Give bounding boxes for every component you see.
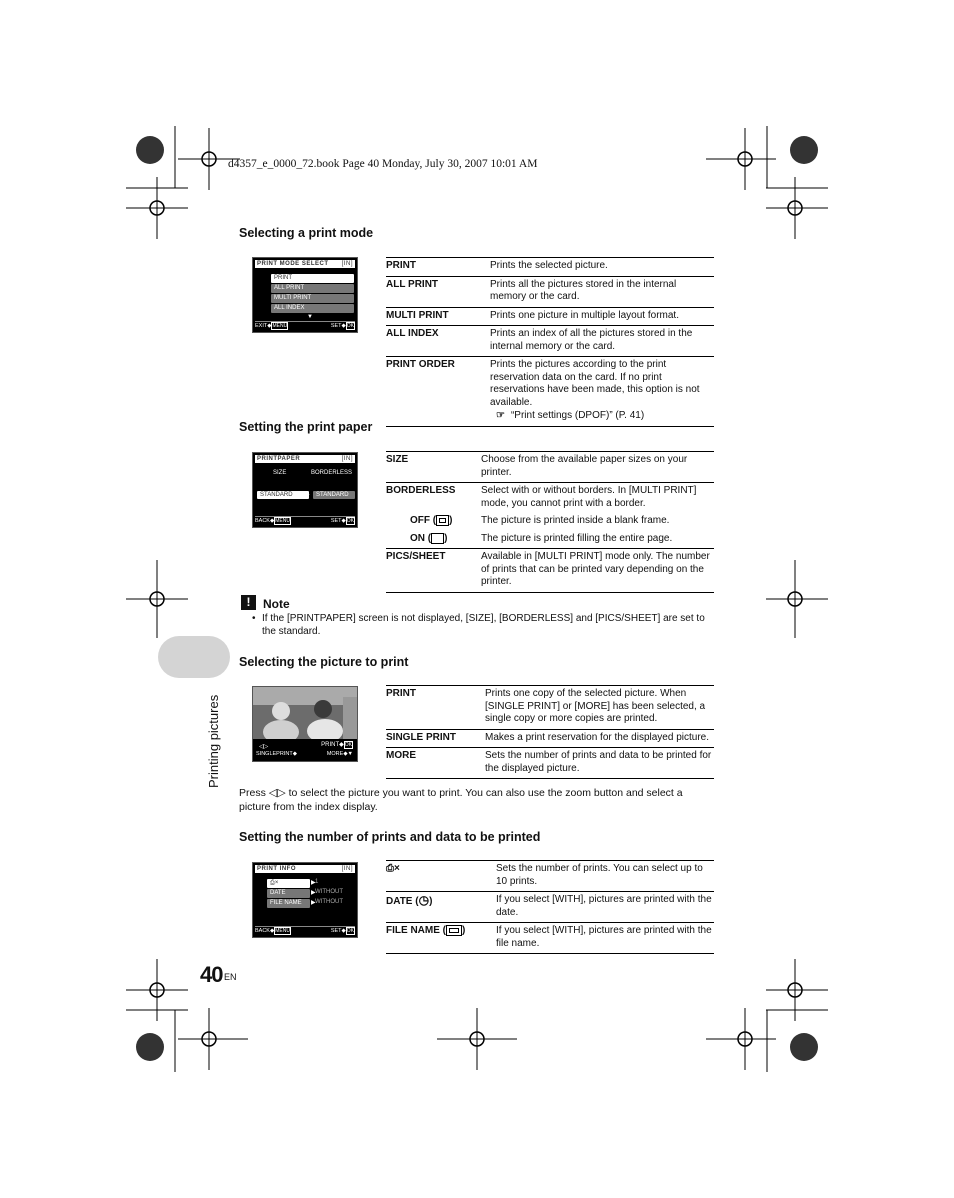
section-title-print-info: Setting the number of prints and data to be printed xyxy=(239,830,541,844)
arrow-right-icon: ▶ xyxy=(305,492,310,498)
photo-thumbnail xyxy=(253,687,357,739)
footer-back: BACK xyxy=(255,928,270,934)
footer-ok-btn: OK xyxy=(346,323,354,329)
date-value: WITHOUT xyxy=(315,889,343,895)
table-row: ALL PRINT Prints all the pictures stored in the internal memory or the card. xyxy=(386,276,714,307)
frame-icon xyxy=(436,515,449,526)
table-row: FILE NAME ( ) If you select [WITH], pictures are printed with the file name. xyxy=(386,923,714,954)
screen-badge: [IN] xyxy=(341,261,353,267)
file-name-value: WITHOUT xyxy=(315,899,343,905)
print-info-screen: PRINT INFO [IN] ⎙× ▶ 1 DATE ▶ WITHOUT FILE NAME ▶ WITHOUT BACK◆MENU SET◆OK xyxy=(252,862,358,938)
arrow-right-icon: ▶ xyxy=(311,890,316,896)
footer-set: SET xyxy=(330,518,342,524)
footer-ok-btn: OK xyxy=(344,742,352,748)
select-picture-paragraph: Press ◁▷ to select the picture you want to print. You can also use the zoom button and select a picture from the index display. xyxy=(239,787,683,813)
menu-item-multi-print[interactable]: MULTI PRINT xyxy=(271,294,354,303)
page-lang: EN xyxy=(224,972,237,982)
side-tab-label: Printing pictures xyxy=(206,694,221,788)
borderless-icon xyxy=(431,533,444,544)
arrow-right-icon: ▶ xyxy=(311,900,316,906)
page-number: 40 xyxy=(200,962,223,987)
table-row: SIZE Choose from the available paper sizes on your printer. xyxy=(386,452,714,483)
footer-ok-btn: OK xyxy=(346,518,354,524)
select-picture-table xyxy=(386,685,714,779)
table-row: BORDERLESS Select with or without borders. In [MULTI PRINT] mode, you cannot print with a border. xyxy=(386,483,714,514)
chevron-down-icon: ▼ xyxy=(347,751,353,757)
print-icon: ⎙ xyxy=(386,863,394,874)
footer-more: MORE xyxy=(326,751,344,757)
table-row: ALL INDEX Prints an index of all the pictures stored in the internal memory or the card. xyxy=(386,326,714,357)
section-title-print-paper: Setting the print paper xyxy=(239,420,373,434)
file-name-label[interactable]: FILE NAME xyxy=(267,899,310,908)
table-row: OFF ( ) The picture is printed inside a blank frame. xyxy=(410,515,670,527)
size-value[interactable]: STANDARD xyxy=(257,491,309,499)
table-row: ON ( ) The picture is printed filling the entire page. xyxy=(410,532,673,544)
note-icon: ! xyxy=(241,595,256,610)
table-row: DATE (◷) If you select [WITH], pictures are printed with the date. xyxy=(386,892,714,923)
borderless-label: BORDERLESS xyxy=(311,470,353,476)
select-picture-screen: ◁▷ PRINT◆OK SINGLEPRINT◆ MORE◆▼ xyxy=(252,686,358,762)
footer-menu-btn: MENU xyxy=(272,323,288,329)
print-icon: ⎙ xyxy=(270,880,275,886)
table-row: SINGLE PRINT Makes a print reservation for the displayed picture. xyxy=(386,729,714,748)
date-label[interactable]: DATE xyxy=(267,889,310,898)
table-row: MULTI PRINT Prints one picture in multiple layout format. xyxy=(386,307,714,326)
footer-set: SET xyxy=(330,323,342,329)
section-title-print-mode: Selecting a print mode xyxy=(239,226,374,240)
footer-single-print: SINGLEPRINT xyxy=(256,751,293,757)
side-tab xyxy=(158,636,230,678)
screen-title: PRINT INFO xyxy=(257,866,296,872)
print-count-value: 1 xyxy=(315,879,319,885)
table-row: PICS/SHEET Available in [MULTI PRINT] mode only. The number of prints that can be printed vary depending on the printer. xyxy=(386,549,714,593)
footer-print: PRINT xyxy=(321,742,340,748)
arrow-left-right-icon: ◁▷ xyxy=(259,744,269,750)
menu-item-print[interactable]: PRINT xyxy=(271,274,354,283)
section-title-select-picture: Selecting the picture to print xyxy=(239,655,409,669)
print-count-label[interactable]: ⎙× xyxy=(267,879,310,888)
borderless-value[interactable]: STANDARD xyxy=(313,491,355,499)
reference-link[interactable]: “Print settings (DPOF)” (P. 41) xyxy=(510,410,645,421)
screen-title: PRINTPAPER xyxy=(257,456,301,462)
screen-badge: [IN] xyxy=(341,456,353,462)
clock-icon: ◷ xyxy=(418,893,430,907)
arrow-pad-icon: ◁▷ xyxy=(268,787,286,799)
screen-badge: [IN] xyxy=(341,866,353,872)
screen-title: PRINT MODE SELECT xyxy=(257,261,329,267)
print-mode-screen: PRINT MODE SELECT [IN] PRINT ALL PRINT MULTI PRINT ALL INDEX ▼ EXIT◆MENU SET◆OK xyxy=(252,257,358,333)
table-row: MORE Sets the number of prints and data to be printed for the displayed picture. xyxy=(386,748,714,779)
file-header: d4357_e_0000_72.book Page 40 Monday, July 30, 2007 10:01 AM xyxy=(228,158,538,170)
table-row: PRINT ORDER Prints the pictures according to the print reservation data on the card. If no print reservations have been made, this option is not available. ☞ “Print settings (DPOF)” (P. 41) xyxy=(386,357,714,427)
note-title: Note xyxy=(263,597,290,611)
menu-item-all-index[interactable]: ALL INDEX xyxy=(271,304,354,313)
print-info-table xyxy=(386,860,714,954)
arrow-right-icon: ▶ xyxy=(311,880,316,886)
note-bullet: • If the [PRINTPAPER] screen is not displayed, [SIZE], [BORDERLESS] and [PICS/SHEET] are set to the standard. xyxy=(252,613,705,637)
footer-menu-btn: MENU xyxy=(275,928,290,934)
menu-item-all-print[interactable]: ALL PRINT xyxy=(271,284,354,293)
table-row: ⎙× Sets the number of prints. You can select up to 10 prints. xyxy=(386,861,714,892)
chevron-down-icon: ▼ xyxy=(307,314,313,320)
footer-exit: EXIT xyxy=(255,323,268,329)
footer-back: BACK xyxy=(255,518,270,524)
footer-set: SET xyxy=(330,928,342,934)
footer-menu-btn: MENU xyxy=(275,518,290,524)
table-row: PRINT Prints the selected picture. xyxy=(386,258,714,277)
print-paper-table xyxy=(386,451,714,593)
print-mode-table xyxy=(386,257,714,427)
print-paper-screen: PRINTPAPER [IN] SIZE BORDERLESS STANDARD ▶ STANDARD BACK◆MENU SET◆OK xyxy=(252,452,358,528)
footer-ok-btn: OK xyxy=(346,928,354,934)
size-label: SIZE xyxy=(273,470,287,476)
file-name-icon xyxy=(446,925,462,936)
reference-icon: ☞ xyxy=(496,410,505,421)
table-row: PRINT Prints one copy of the selected picture. When [SINGLE PRINT] or [MORE] has been selected, a single copy or more copies are printed. xyxy=(386,686,714,730)
